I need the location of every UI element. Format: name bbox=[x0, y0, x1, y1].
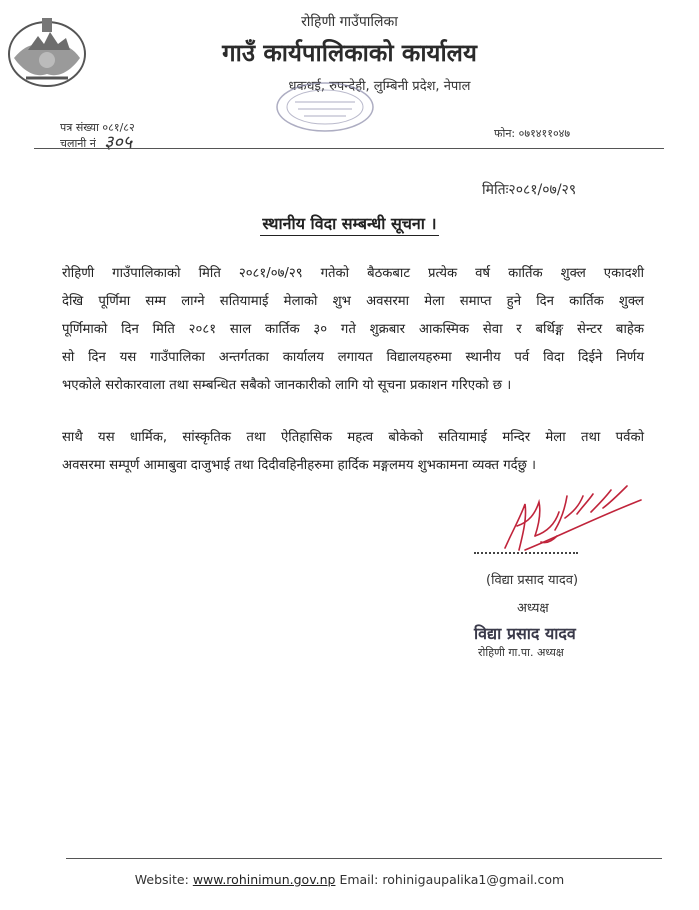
letter-date: मितिः२०८१/०७/२९ bbox=[482, 182, 577, 198]
office-stamp-icon bbox=[270, 78, 380, 136]
paragraph-line: देखि पूर्णिमा सम्म लाग्ने सतियामाई मेलाको शुभ अवसरमा मेला समाप्त हुने दिन कार्तिक शुक्ल bbox=[62, 294, 644, 309]
signer-name: (विद्या प्रसाद यादव) bbox=[486, 573, 579, 588]
footer-divider bbox=[66, 858, 662, 859]
notice-paragraph-1 bbox=[62, 260, 644, 400]
notice-paragraph-2 bbox=[62, 424, 644, 480]
signer-designation: अध्यक्ष bbox=[517, 601, 549, 616]
signature-line bbox=[474, 552, 578, 554]
website-label: Website: bbox=[134, 872, 189, 887]
notice-subject bbox=[0, 212, 699, 234]
footer bbox=[0, 872, 699, 887]
paragraph-line: अवसरमा सम्पूर्ण आमाबुवा दाजुभाई तथा दिदीवहिनीहरुमा हार्दिक मङ्गलमय शुभकामना व्यक्त गर्दछु । bbox=[62, 458, 537, 473]
dispatch-label: चलानी नं bbox=[60, 137, 96, 150]
paragraph-line: रोहिणी गाउँपालिकाको मिति २०८१/०७/२९ गतेको बैठकबाट प्रत्येक वर्ष कार्तिक शुक्ल एकादशी bbox=[62, 266, 644, 281]
website-link[interactable]: www.rohinimun.gov.np bbox=[192, 872, 336, 887]
email-label: Email: bbox=[339, 872, 379, 887]
paragraph-line: साथै यस धार्मिक, सांस्कृतिक तथा ऐतिहासिक महत्व बोकेको सतियामाई मन्दिर मेला तथा पर्वको bbox=[62, 430, 644, 445]
email-address[interactable]: rohinigaupalika1@gmail.com bbox=[382, 872, 565, 887]
notice-subject-text: स्थानीय विदा सम्बन्धी सूचना । bbox=[260, 214, 438, 236]
handwritten-signature bbox=[495, 478, 645, 563]
seal-title: रोहिणी गा.पा. अध्यक्ष bbox=[478, 646, 564, 659]
organization-name: रोहिणी गाउँपालिका bbox=[301, 14, 398, 30]
office-title: गाउँ कार्यपालिकाको कार्यालय bbox=[222, 39, 477, 67]
header-divider bbox=[34, 148, 664, 149]
phone-number: फोन: ०७१४११०४७ bbox=[494, 127, 571, 140]
office-address: धकधई, रुपन्देही, लुम्बिनी प्रदेश, नेपाल bbox=[288, 79, 471, 94]
paragraph-line: सो दिन यस गाउँपालिका अन्तर्गतका कार्यालय लगायत विद्यालयहरुमा स्थानीय पर्व विदा दिईने निर्णय bbox=[62, 350, 644, 365]
seal-name: विद्या प्रसाद यादव bbox=[474, 624, 576, 643]
paragraph-line: पूर्णिमाको दिन मिति २०८१ साल कार्तिक ३० गते शुक्रबार आकस्मिक सेवा र बर्थिङ्ग सेन्टर बाहेक bbox=[62, 322, 644, 337]
paragraph-line: भएकोले सरोकारवाला तथा सम्बन्धित सबैको जानकारीको लागि यो सूचना प्रकाशन गरिएको छ । bbox=[62, 378, 512, 393]
letter-number: पत्र संख्या ०८१/८२ bbox=[60, 121, 135, 134]
dispatch-number: ३०५ bbox=[104, 132, 133, 153]
